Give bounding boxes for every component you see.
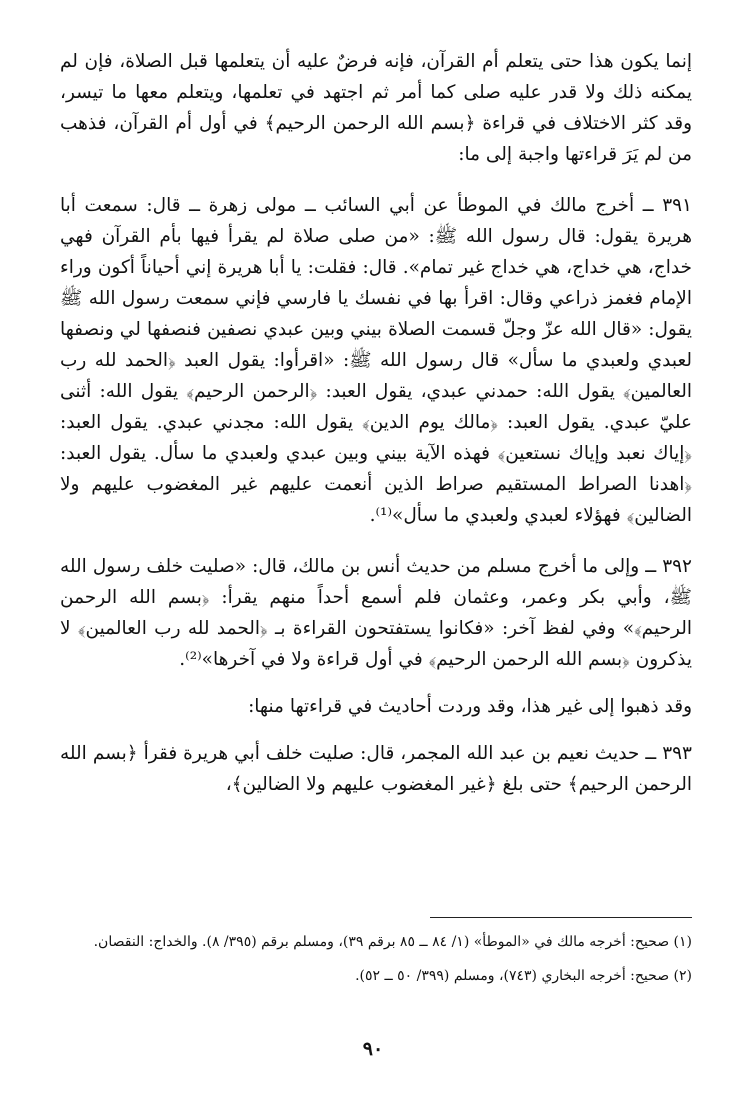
page-number: ٩٠ (362, 1038, 384, 1060)
page-body (60, 46, 692, 800)
hadith-393-paragraph: ٣٩٣ ــ حديث نعيم بن عبد الله المجمر، قال: صليت خلف أبي هريرة فقرأ ﴿بسم الله الرحمن الرحيم﴾ حتى بلغ ﴿غير المغضوب عليهم ولا الضالين﴾، (60, 743, 692, 795)
footnote-1: (١) صحيح: أخرجه مالك في «الموطأ» (١/ ٨٤ ــ ٨٥ برقم ٣٩)، ومسلم برقم (٣٩٥/ ٨). والخداج: النقصان. (93, 934, 692, 950)
hadith-391-paragraph: ٣٩١ ــ أخرج مالك في الموطأ عن أبي السائب ــ مولى زهرة ــ قال: سمعت أبا هريرة يقول: قال رسول الله ﷺ: «من صلى صلاة لم يقرأ فيها بأم القرآن فهي خداج، هي خداج، هي خداج غير تمام». قال: فقلت: يا أبا هريرة إني أحياناً أكون وراء الإمام فغمز ذراعي وقال: اقرأ بها في نفسك يا فارسي فإني سمعت رسول الله ﷺ يقول: «قال الله عزّ وجلّ قسمت الصلاة بيني وبين عبدي نصفين فنصفها لي ونصفها لعبدي ولعبدي ما سأل» قال رسول الله ﷺ: «اقرأوا: يقول العبد ﴿الحمد لله رب العالمين﴾ يقول الله: حمدني عبدي، يقول العبد: ﴿الرحمن الرحيم﴾ يقول الله: أثنى عليّ عبدي. يقول العبد: ﴿مالك يوم الدين﴾ يقول الله: مجدني عبدي. يقول العبد: ﴿إياك نعبد وإياك نستعين﴾ فهذه الآية بيني وبين عبدي ولعبدي ما سأل. يقول العبد: ﴿اهدنا الصراط المستقيم صراط الذين أنعمت عليهم غير المغضوب عليهم ولا الضالين﴾ فهؤلاء لعبدي ولعبدي ما سأل»⁽¹⁾. (60, 195, 692, 526)
footnote-2: (٢) صحيح: أخرجه البخاري (٧٤٣)، ومسلم (٣٩٩/ ٥٠ ــ ٥٢). (355, 968, 692, 984)
footnotes (60, 930, 692, 998)
hadith-392-paragraph: ٣٩٢ ــ وإلى ما أخرج مسلم من حديث أنس بن مالك، قال: «صليت خلف رسول الله ﷺ، وأبي بكر وعمر، وعثمان فلم أسمع أحداً منهم يقرأ: ﴿بسم الله الرحمن الرحيم﴾» وفي لفظ آخر: «فكانوا يستفتحون القراءة بـ ﴿الحمد لله رب العالمين﴾ لا يذكرون ﴿بسم الله الرحمن الرحيم﴾ في أول قراءة ولا في آخرها»⁽²⁾. (60, 556, 692, 670)
intro-paragraph: إنما يكون هذا حتى يتعلم أم القرآن، فإنه فرضٌ عليه أن يتعلمها قبل الصلاة، فإن لم يمكنه ذلك ولا قدر عليه صلى كما أمر ثم اجتهد في تعلمها، ويتعلم معها ما تيسر، وقد كثر الاختلاف في قراءة ﴿بسم الله الرحمن الرحيم﴾ في أول أم القرآن، فذهب من لم يَرَ قراءتها واجبة إلى ما: (60, 51, 692, 165)
footnote-divider (430, 917, 692, 918)
transition-paragraph: وقد ذهبوا إلى غير هذا، وقد وردت أحاديث في قراءتها منها: (248, 696, 692, 717)
